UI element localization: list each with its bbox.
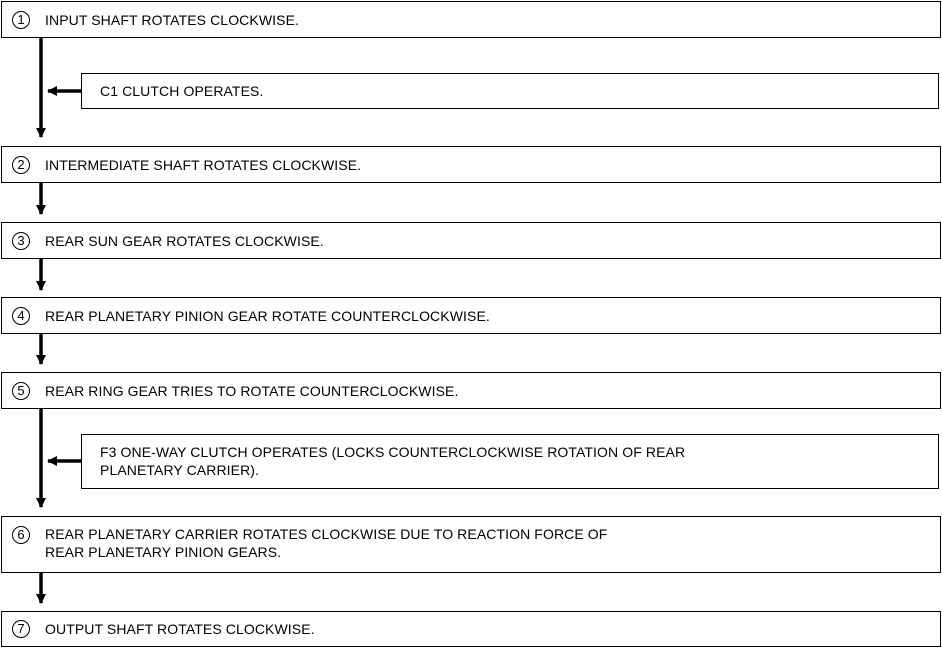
note-2-line-1: F3 ONE-WAY CLUTCH OPERATES (LOCKS COUNTERCLOCKWISE ROTATION OF REAR <box>100 444 686 460</box>
step-6-box <box>1 516 941 573</box>
step-7-text: OUTPUT SHAFT ROTATES CLOCKWISE. <box>45 621 315 637</box>
step-2-number: 2 <box>12 156 30 174</box>
step-7-number: 7 <box>12 620 30 638</box>
step-6-text <box>45 525 607 561</box>
step-1-number: 1 <box>12 11 30 29</box>
step-7-box <box>1 611 941 647</box>
step-5-number: 5 <box>12 382 30 400</box>
step-2-text: INTERMEDIATE SHAFT ROTATES CLOCKWISE. <box>45 156 362 173</box>
step-3-text: REAR SUN GEAR ROTATES CLOCKWISE. <box>45 232 324 249</box>
note-2-line-2: PLANETARY CARRIER). <box>100 462 260 478</box>
step-4-number: 4 <box>12 307 30 325</box>
note-2-box <box>81 434 939 489</box>
note-1-text: C1 CLUTCH OPERATES. <box>100 83 264 99</box>
step-3-box <box>1 222 941 259</box>
note-1-box <box>81 73 939 109</box>
step-4-box <box>1 297 941 334</box>
step-4-text: REAR PLANETARY PINION GEAR ROTATE COUNTERCLOCKWISE. <box>45 307 490 324</box>
step-6-number: 6 <box>12 526 30 544</box>
step-1-box <box>1 1 941 38</box>
step-2-box <box>1 146 941 183</box>
step-3-number: 3 <box>12 232 30 250</box>
step-5-box <box>1 372 941 409</box>
step-6-line-1: REAR PLANETARY CARRIER ROTATES CLOCKWISE DUE TO REACTION FORCE OF <box>45 526 608 542</box>
step-5-text: REAR RING GEAR TRIES TO ROTATE COUNTERCLOCKWISE. <box>45 382 459 399</box>
note-2-text <box>100 443 685 479</box>
step-6-line-2: REAR PLANETARY PINION GEARS. <box>45 544 282 560</box>
step-1-text: INPUT SHAFT ROTATES CLOCKWISE. <box>45 11 299 28</box>
